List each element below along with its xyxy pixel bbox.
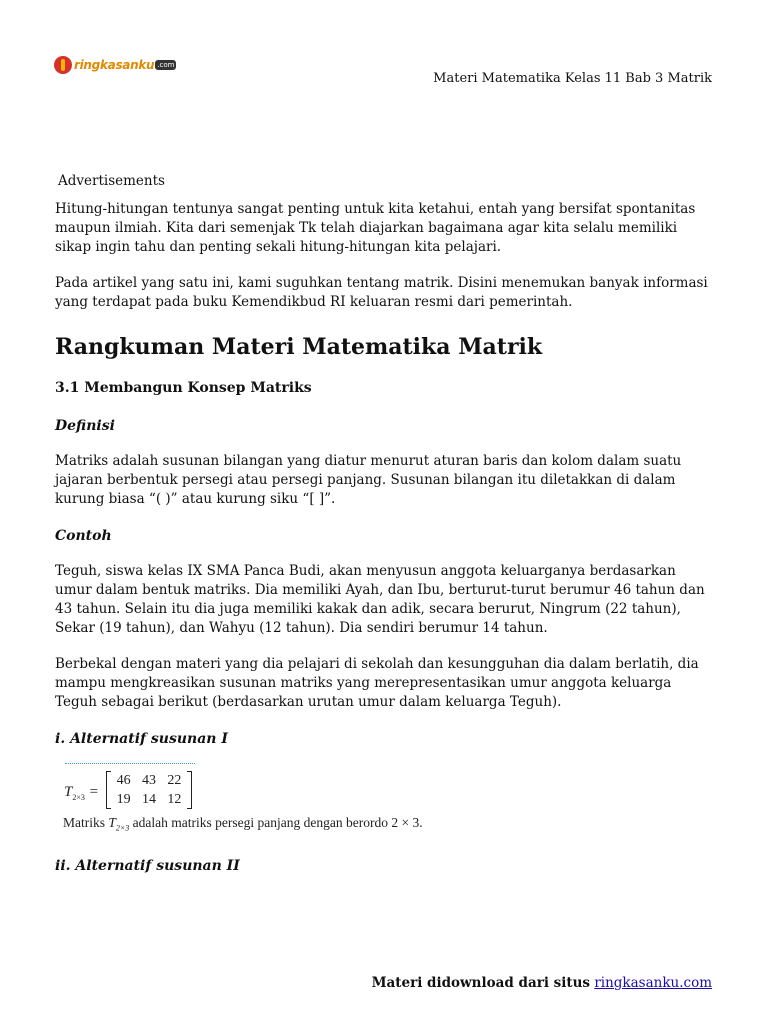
contoh-paragraph-2: Berbekal dengan materi yang dia pelajari di sekolah dan kesungguhan dia dalam berlatih, dia mampu mengkreasikan susunan matriks yang merepresentasikan umur anggota keluarga Teguh sebagai berikut (berdasarkan urutan umur dalam keluarga Teguh). [55, 656, 699, 710]
intro-paragraph-1: Hitung-hitungan tentunya sangat penting untuk kita ketahui, entah yang bersifat spontanitas maupun ilmiah. Kita dari semenjak Tk telah diajarkan bagaimana agar kita selalu memiliki sikap ingin tahu dan penting sekali hitung-hitungan kita pelajari. [55, 201, 696, 255]
caption-matrix-name: T [108, 815, 116, 830]
definisi-text: Matriks adalah susunan bilangan yang diatur menurut aturan baris dan kolom dalam suatu jajaran berbentuk persegi atau persegi panjang. Susunan bilangan itu diletakkan di dalam kurung biasa “( )” atau kurung siku “[ ]”. [55, 453, 682, 507]
matrix-name: T [64, 784, 73, 800]
caption-suffix: adalah matriks persegi panjang dengan berordo 2 × 3. [132, 815, 423, 830]
footer-text: Materi didownload dari situs [371, 975, 591, 991]
header-title: Materi Matematika Kelas 11 Bab 3 Matrik [433, 71, 712, 86]
matrix-caption [63, 813, 423, 838]
caption-matrix-subscript: 2×3 [115, 823, 130, 833]
logo-icon [54, 56, 72, 74]
article-heading: Rangkuman Materi Matematika Matrik [55, 334, 543, 360]
section-title: 3.1 Membangun Konsep Matriks [55, 380, 312, 396]
advertisements-label: Advertisements [58, 173, 165, 189]
footer [372, 975, 712, 991]
matrix-cell: 22 [167, 773, 182, 788]
article-content [55, 172, 715, 892]
logo[interactable] [54, 56, 176, 74]
logo-suffix: .com [157, 61, 175, 69]
matrix-subscript: 2×3 [72, 793, 85, 802]
footer-link[interactable]: ringkasanku.com [594, 975, 712, 991]
matrix-cell: 46 [116, 773, 131, 788]
intro-paragraph-2: Pada artikel yang satu ini, kami suguhkan tentang matrik. Disini menemukan banyak informasi yang terdapat pada buku Kemendikbud RI keluaran resmi dari pemerintah. [55, 275, 708, 310]
alternatif-2-label: ii. Alternatif susunan II [55, 858, 240, 874]
matrix-cell: 12 [167, 792, 182, 807]
matrix-grid [111, 771, 187, 809]
definisi-label: Definisi [55, 418, 115, 434]
figure-divider [65, 763, 195, 765]
contoh-label: Contoh [55, 528, 112, 544]
contoh-paragraph-1: Teguh, siswa kelas IX SMA Panca Budi, akan menyusun anggota keluarganya berdasarkan umur dalam bentuk matriks. Dia memiliki Ayah, dan Ibu, berturut-turut berumur 46 tahun dan 43 tahun. Selain itu dia juga memiliki kakak dan adik, secara berurut, Ningrum (22 tahun), Sekar (19 tahun), dan Wahyu (12 tahun). Dia sendiri berumur 14 tahun. [55, 563, 705, 636]
matrix-figure [61, 763, 481, 838]
logo-text: ringkasanku [74, 58, 155, 72]
alternatif-1-label: i. Alternatif susunan I [55, 731, 228, 747]
matrix-cell: 43 [141, 773, 156, 788]
matrix-cell: 14 [141, 792, 156, 807]
matrix-cell: 19 [116, 792, 131, 807]
matrix-equation-label [64, 783, 99, 807]
matrix-equals: = [88, 784, 99, 800]
caption-prefix: Matriks [63, 815, 105, 830]
